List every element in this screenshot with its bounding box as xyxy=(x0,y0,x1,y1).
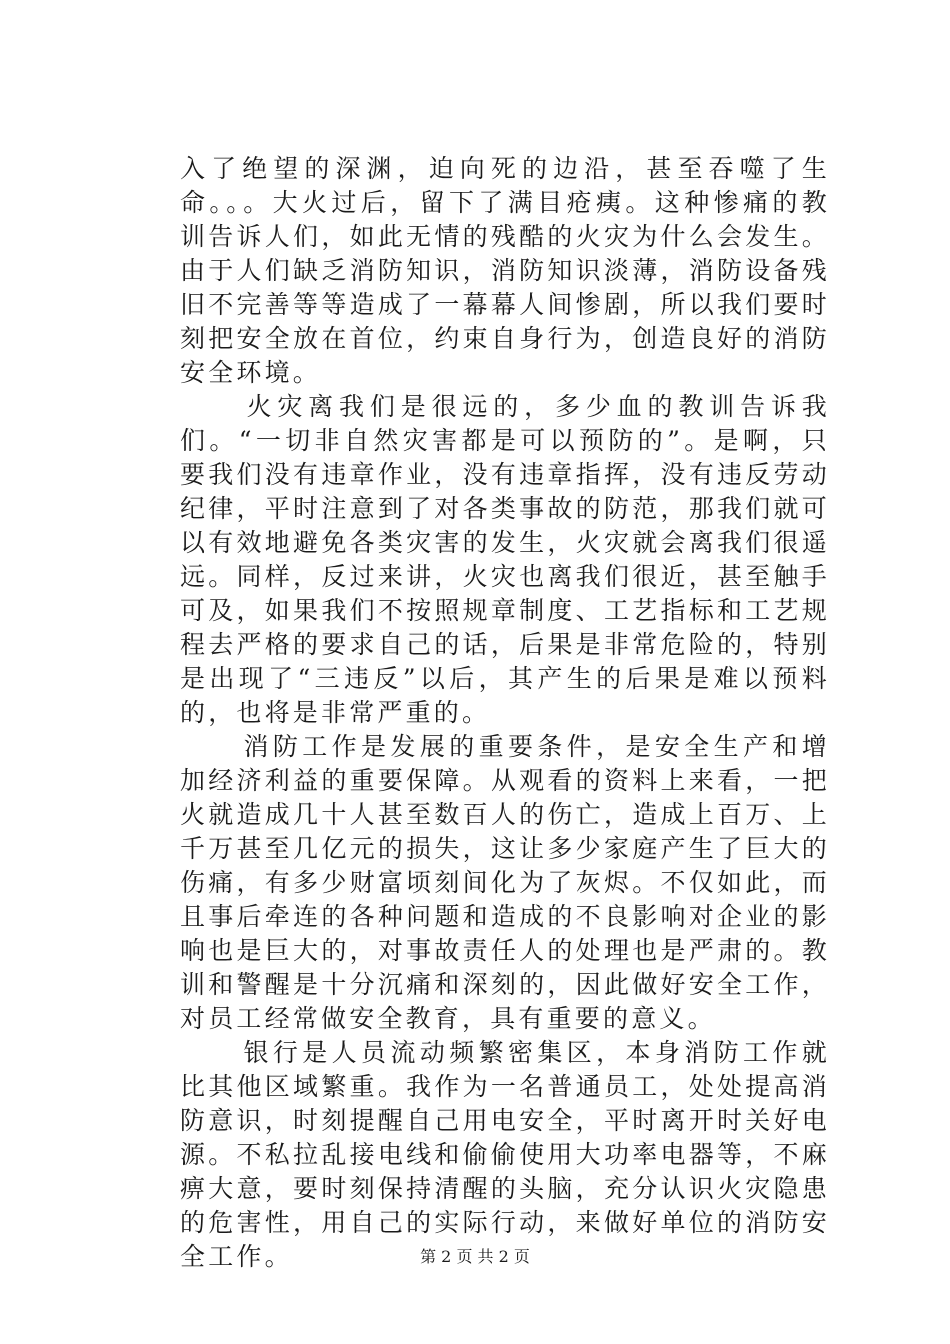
paragraph-3 xyxy=(180,730,830,1036)
page-footer xyxy=(0,1244,950,1267)
paragraph-2 xyxy=(180,390,830,730)
document-body xyxy=(180,152,830,1274)
paragraph-3-text: 消防工作是发展的重要条件，是安全生产和增加经济利益的重要保障。从观看的资料上来看，一把火就造成几十人甚至数百人的伤亡，造成上百万、上千万甚至几亿元的损失，这让多少家庭产生了巨大的伤痛，有多少财富顷刻间化为了灰烬。不仅如此，而且事后牵连的各种问题和造成的不良影响对企业的影响也是巨大的，对事故责任人的处理也是严肃的。教训和警醒是十分沉痛和深刻的，因此做好安全工作，对员工经常做安全教育，具有重要的意义。 xyxy=(180,732,830,1033)
paragraph-1-text: 入了绝望的深渊，迫向死的边沿，甚至吞噬了生命。。。大火过后，留下了满目疮痍。这种惨痛的教训告诉人们，如此无情的残酷的火灾为什么会发生。由于人们缺乏消防知识，消防知识淡薄，消防设备残旧不完善等等造成了一幕幕人间惨剧，所以我们要时刻把安全放在首位，约束自身行为，创造良好的消防安全环境。 xyxy=(180,154,830,387)
paragraph-2-text: 火灾离我们是很远的，多少血的教训告诉我们。“一切非自然灾害都是可以预防的”。是啊，只要我们没有违章作业，没有违章指挥，没有违反劳动纪律，平时注意到了对各类事故的防范，那我们就可以有效地避免各类灾害的发生，火灾就会离我们很遥远。同样，反过来讲，火灾也离我们很近，甚至触手可及，如果我们不按照规章制度、工艺指标和工艺规程去严格的要求自己的话，后果是非常危险的，特别是出现了“三违反”以后，其产生的后果是难以预料的，也将是非常严重的。 xyxy=(180,392,830,727)
paragraph-4 xyxy=(180,1036,830,1274)
paragraph-1 xyxy=(180,152,830,390)
page-number-label: 第 2 页 共 2 页 xyxy=(420,1247,530,1266)
paragraph-4-text: 银行是人员流动频繁密集区，本身消防工作就比其他区域繁重。我作为一名普通员工，处处提高消防意识，时刻提醒自己用电安全，平时离开时关好电源。不私拉乱接电线和偷偷使用大功率电器等，不麻痹大意，要时刻保持清醒的头脑，充分认识火灾隐患的危害性，用自己的实际行动，来做好单位的消防安全工作。 xyxy=(180,1038,830,1271)
